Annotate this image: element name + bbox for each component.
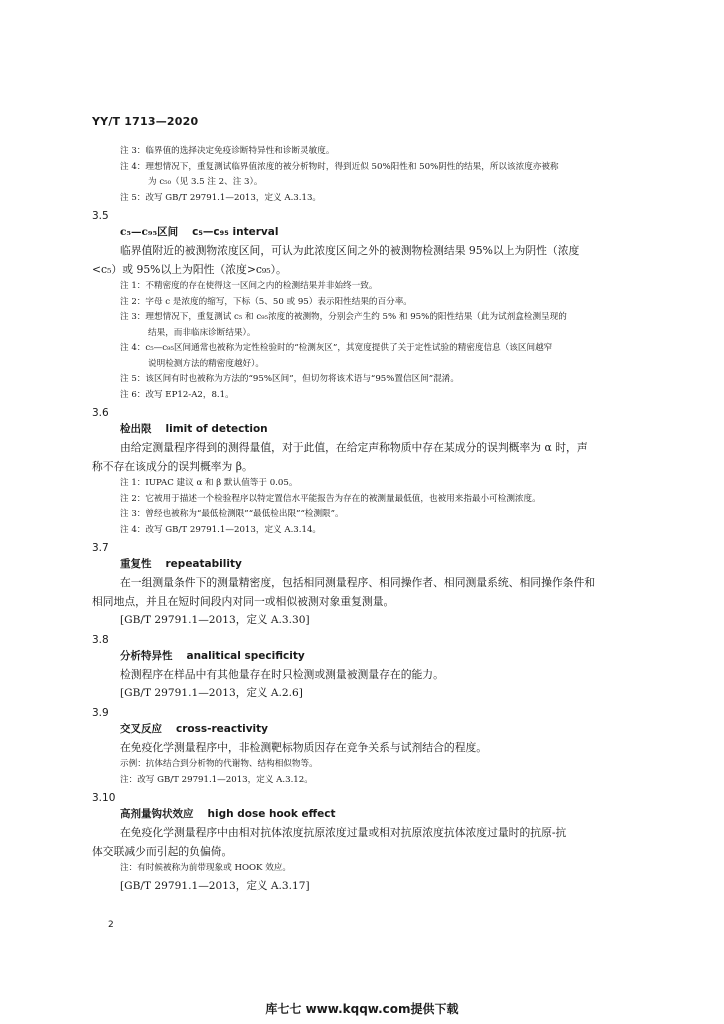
term-chinese: 高剂量钩状效应 (120, 808, 194, 820)
note-line: 注 5：改写 GB/T 29791.1—2013，定义 A.3.13。 (120, 192, 322, 203)
definition-line: 检测程序在样品中有其他量存在时只检测或测量被测量存在的能力。 (120, 668, 444, 681)
term-chinese: 分析特异性 (120, 650, 173, 662)
note-line: 注 5：该区间有时也被称为方法的“95%区间”，但切勿将该术语与“95%置信区间”混淆。 (120, 374, 459, 384)
section-number: 3.10 (92, 792, 116, 804)
section-number: 3.6 (92, 407, 109, 419)
definition-line: 体交联减少而引起的负偏倚。 (92, 845, 233, 858)
section-number: 3.8 (92, 634, 109, 646)
term-english: high dose hook effect (207, 808, 336, 820)
source-reference: [GB/T 29791.1—2013，定义 A.3.30] (120, 614, 310, 626)
section-number: 3.9 (92, 707, 109, 719)
note-line: 注 1：不精密度的存在使得这一区间之内的检测结果并非始终一致。 (120, 281, 378, 291)
note-line: 注 4：理想情况下，重复测试临界值浓度的被分析物时，得到近似 50%阳性和 50%阴性的结果，所以该浓度亦被称 (120, 161, 559, 172)
note-line: 注 2：它被用于描述一个检验程序以特定置信水平能报告为存在的被测量最低值，也被用来指最小可检测浓度。 (120, 493, 541, 504)
definition-line: 临界值附近的被测物浓度区间，可认为此浓度区间之外的被测物检测结果 95%以上为阴性（浓度 (120, 244, 580, 257)
example-line: 示例：抗体结合到分析物的代谢物、结构相似物等。 (120, 759, 318, 769)
term-chinese: 交叉反应 (120, 723, 162, 735)
definition-line: 相同地点，并且在短时间段内对同一或相似被测对象重复测量。 (92, 595, 395, 608)
section-number: 3.7 (92, 542, 109, 554)
note-line: 注 2：字母 c 是浓度的缩写，下标（5、50 或 95）表示阳性结果的百分率。 (120, 296, 412, 307)
page-number: 2 (108, 920, 114, 930)
definition-line: 在免疫化学测量程序中，非检测靶标物质因存在竞争关系与试剂结合的程度。 (120, 741, 488, 754)
note-continuation: 为 c₅₀（见 3.5 注 2、注 3）。 (148, 177, 263, 187)
definition-line: 称不存在该成分的误判概率为 β。 (92, 460, 253, 473)
term-heading (120, 721, 637, 738)
note-line: 注 4：改写 GB/T 29791.1—2013，定义 A.3.14。 (120, 524, 322, 535)
document-body (92, 144, 637, 896)
term-chinese: 检出限 (120, 423, 152, 435)
note-line: 注 3：曾经也被称为“最低检测限”“最低检出限”“检测限”。 (120, 509, 344, 519)
source-reference: [GB/T 29791.1—2013，定义 A.2.6] (120, 687, 303, 699)
term-english: repeatability (165, 558, 242, 570)
term-heading (120, 806, 637, 823)
source-reference: [GB/T 29791.1—2013，定义 A.3.17] (120, 879, 310, 892)
note-line: 注 3：临界值的选择决定免疫诊断特异性和诊断灵敏度。 (120, 146, 335, 156)
definition-line: 在免疫化学测量程序中由相对抗体浓度抗原浓度过量或相对抗原浓度抗体浓度过量时的抗原-抗 (120, 826, 567, 839)
note-line: 注 1：IUPAC 建议 α 和 β 默认值等于 0.05。 (120, 478, 298, 488)
term-heading (120, 421, 637, 438)
download-watermark: 库七七 www.kqqw.com提供下载 (265, 1002, 459, 1016)
term-english: c₅—c₉₅ interval (192, 226, 279, 238)
term-heading (120, 648, 637, 665)
note-continuation: 说明检测方法的精密度越好）。 (148, 358, 265, 369)
note-line: 注：改写 GB/T 29791.1—2013，定义 A.3.12。 (120, 774, 313, 785)
note-continuation: 结果，而非临床诊断结果）。 (148, 327, 256, 338)
note-line: 注：有时候被称为前带现象或 HOOK 效应。 (120, 863, 291, 873)
section-number: 3.5 (92, 210, 109, 222)
note-line: 注 3：理想情况下，重复测试 c₅ 和 c₉₅浓度的被测物，分别会产生约 5% 和 95%的阳性结果（此为试剂盒检测呈现的 (120, 312, 567, 322)
definition-line: <c₅）或 95%以上为阳性（浓度>c₉₅）。 (92, 263, 287, 276)
definition-line: 在一组测量条件下的测量精密度，包括相同测量程序、相同操作者、相同测量系统、相同操作条件和 (120, 576, 596, 589)
note-line: 注 4：c₅—c₉₅区间通常也被称为定性检验时的“检测灰区”，其宽度提供了关于定性试验的精密度信息（该区间越窄 (120, 343, 553, 353)
term-chinese: 重复性 (120, 558, 152, 570)
term-english: cross-reactivity (176, 723, 269, 735)
term-english: limit of detection (165, 423, 268, 435)
term-heading (120, 556, 637, 573)
standard-code-header: YY/T 1713—2020 (92, 115, 199, 128)
term-heading (120, 224, 637, 241)
term-english: analitical specificity (186, 650, 305, 662)
note-line: 注 6：改写 EP12-A2，8.1。 (120, 389, 234, 400)
term-chinese: c₅—c₉₅区间 (120, 226, 179, 238)
definition-line: 由给定测量程序得到的测得量值，对于此值，在给定声称物质中存在某成分的误判概率为 α 时，声 (120, 441, 588, 454)
